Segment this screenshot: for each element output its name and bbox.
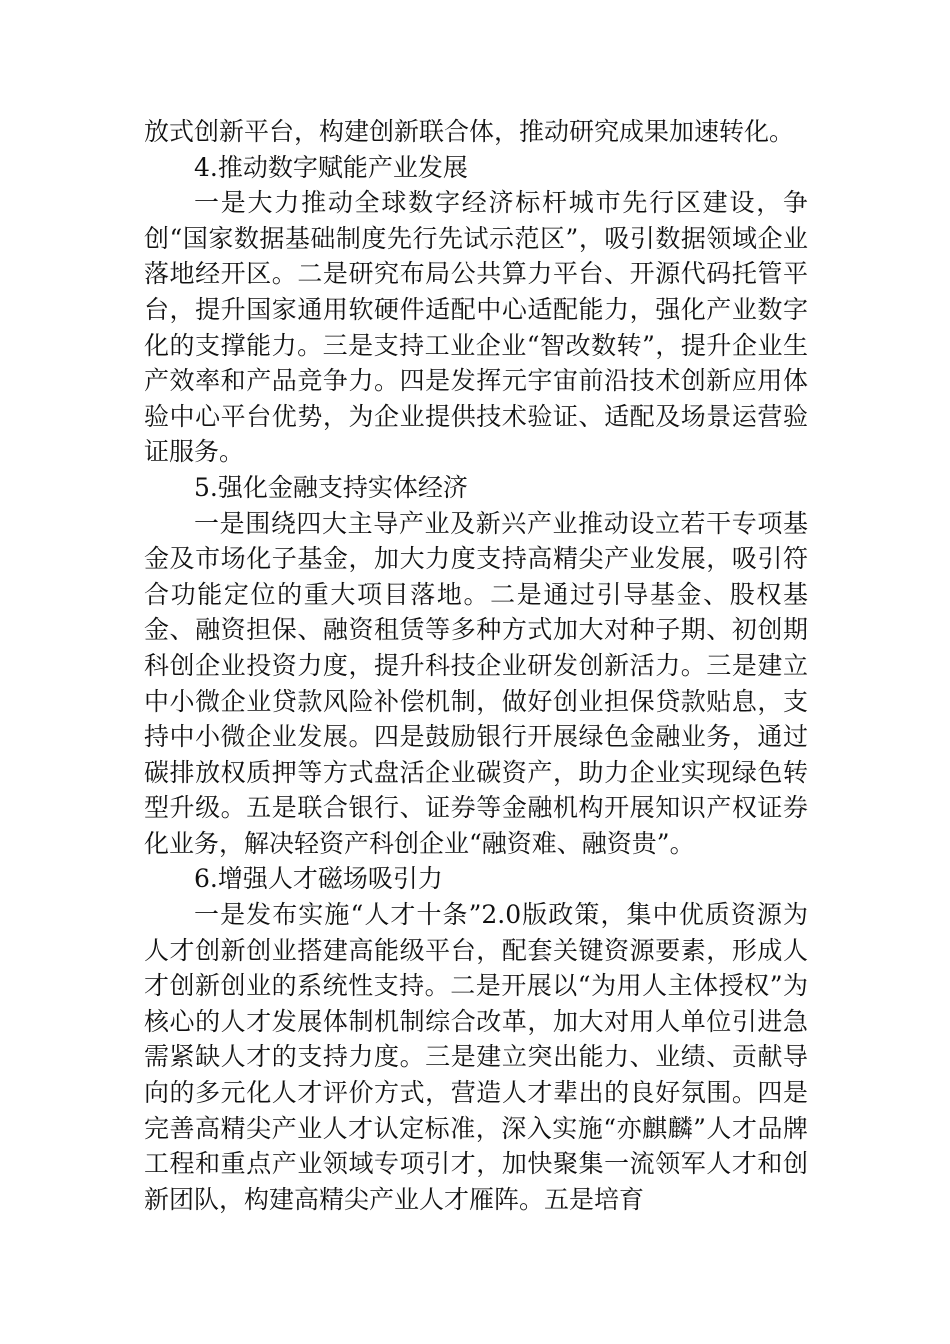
document-body <box>144 114 808 1217</box>
paragraph-digital-empowerment: 一是大力推动全球数字经济标杆城市先行区建设，争创“国家数据基础制度先行先试示范区”，吸引数据领域企业落地经开区。二是研究布局公共算力平台、开源代码托管平台，提升国家通用软硬件适配中心适配能力，强化产业数字化的支撑能力。三是支持工业企业“智改数转”，提升企业生产效率和产品竞争力。四是发挥元宇宙前沿技术创新应用体验中心平台优势，为企业提供技术验证、适配及场景运营验证服务。 <box>144 188 808 467</box>
paragraph-talent-attraction: 一是发布实施“人才十条”2.0版政策，集中优质资源为人才创新创业搭建高能级平台，配套关键资源要素，形成人才创新创业的系统性支持。二是开展以“为用人主体授权”为核心的人才发展体制机制综合改革，加大对用人单位引进急需紧缺人才的支持力度。三是建立突出能力、业绩、贡献导向的多元化人才评价方式，营造人才辈出的良好氛围。四是完善高精尖产业人才认定标准，深入实施“亦麒麟”人才品牌工程和重点产业领域专项引才，加快聚集一流领军人才和创新团队，构建高精尖产业人才雁阵。五是培育 <box>144 900 808 1214</box>
section-heading-4: 4.推动数字赋能产业发展 <box>194 152 468 182</box>
paragraph-continuation: 放式创新平台，构建创新联合体，推动研究成果加速转化。 <box>144 117 795 146</box>
section-heading-6: 6.增强人才磁场吸引力 <box>194 864 443 894</box>
paragraph-finance-support: 一是围绕四大主导产业及新兴产业推动设立若干专项基金及市场化子基金，加大力度支持高精尖产业发展，吸引符合功能定位的重大项目落地。二是通过引导基金、股权基金、融资担保、融资租赁等多种方式加大对种子期、初创期科创企业投资力度，提升科技企业研发创新活力。三是建立中小微企业贷款风险补偿机制，做好创业担保贷款贴息，支持中小微企业发展。四是鼓励银行开展绿色金融业务，通过碳排放权质押等方式盘活企业碳资产，助力企业实现绿色转型升级。五是联合银行、证券等金融机构开展知识产权证券化业务，解决轻资产科创企业“融资难、融资贵”。 <box>144 508 808 858</box>
section-heading-5: 5.强化金融支持实体经济 <box>194 472 468 502</box>
